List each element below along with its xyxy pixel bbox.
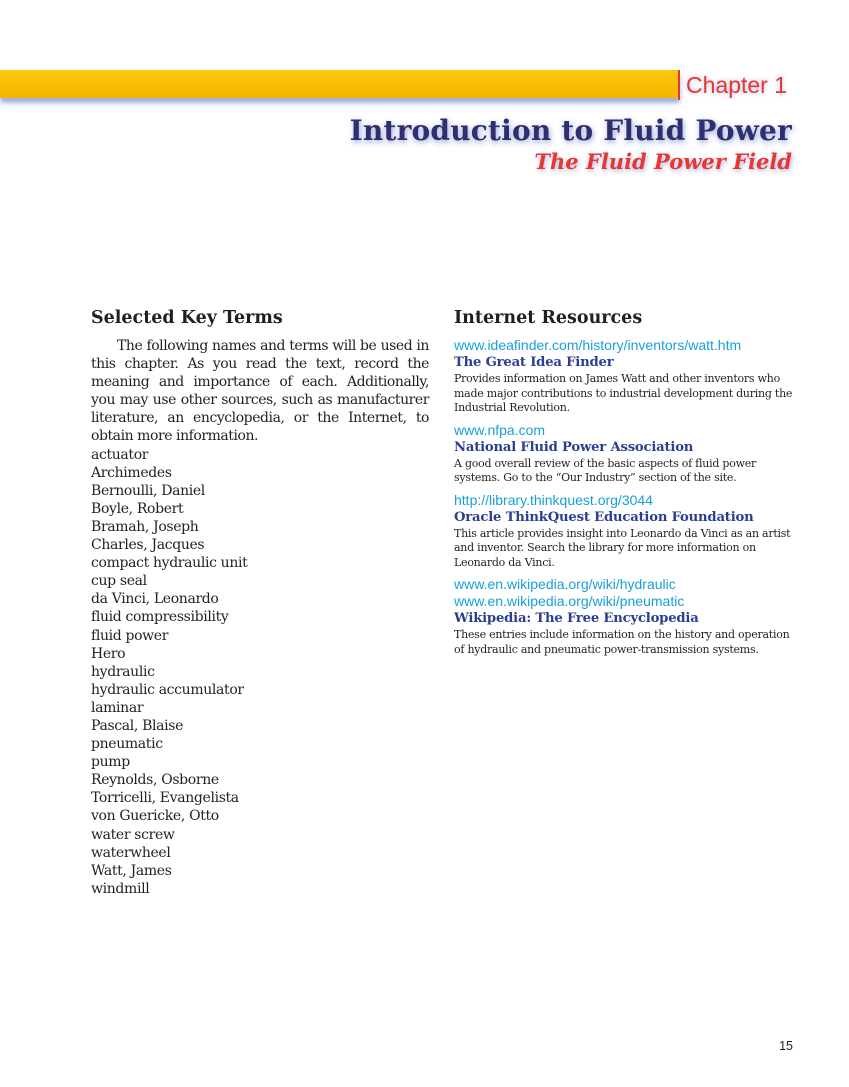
list-item: Torricelli, Evangelista — [91, 790, 239, 807]
list-item: Bernoulli, Daniel — [91, 482, 205, 499]
resource-name: Oracle ThinkQuest Education Foundation — [454, 509, 754, 525]
list-item: Archimedes — [91, 464, 172, 481]
list-item: Boyle, Robert — [91, 500, 184, 517]
list-item: Charles, Jacques — [91, 537, 205, 554]
resource-link[interactable]: http://library.thinkquest.org/3044 — [454, 491, 653, 508]
list-item: fluid power — [91, 627, 169, 644]
internet-resources-section — [454, 308, 794, 663]
key-terms-section — [91, 308, 429, 898]
resource-name: Wikipedia: The Free Encyclopedia — [454, 611, 699, 626]
list-item: laminar — [91, 699, 144, 716]
list-item: Watt, James — [91, 862, 172, 879]
list-item: actuator — [91, 446, 149, 463]
chapter-title: Introduction to Fluid Power — [349, 114, 792, 147]
resource-description: These entries include information on the history and operation of hydraulic and pneumatic power-transmission systems. — [454, 628, 790, 656]
page-number: 15 — [779, 1039, 793, 1053]
list-item: pump — [91, 754, 130, 771]
list-item: hydraulic accumulator — [91, 681, 244, 698]
list-item: water screw — [91, 826, 175, 843]
chapter-label: Chapter 1 — [678, 70, 787, 100]
chapter-subtitle: The Fluid Power Field — [534, 149, 792, 174]
resource-description: Provides information on James Watt and other inventors who made major contributions to industrial development during the Industrial Revolution. — [454, 372, 793, 414]
key-terms-list — [91, 446, 429, 898]
internet-resources-heading: Internet Resources — [454, 308, 643, 328]
chapter-banner-bar — [0, 70, 680, 98]
resource-link[interactable]: www.ideafinder.com/history/inventors/watt.htm — [454, 337, 742, 353]
list-item: Reynolds, Osborne — [91, 772, 219, 789]
list-item: fluid compressibility — [91, 609, 229, 626]
list-item: pneumatic — [91, 736, 163, 753]
resource-description: A good overall review of the basic aspects of fluid power systems. Go to the “Our Industry” section of the site. — [454, 456, 756, 484]
list-item: von Guericke, Otto — [91, 808, 219, 825]
list-item: waterwheel — [91, 844, 171, 861]
list-item: Bramah, Joseph — [91, 518, 199, 535]
resource-entry — [454, 492, 794, 571]
resource-link[interactable]: www.nfpa.com — [454, 421, 546, 438]
list-item: da Vinci, Leonardo — [91, 591, 219, 608]
list-item: hydraulic — [91, 663, 155, 680]
list-item: Hero — [91, 645, 126, 662]
resource-entry — [454, 576, 794, 657]
resource-description: This article provides insight into Leonardo da Vinci as an artist and inventor. Search the library for more information on Leonardo da Vinci. — [454, 526, 791, 569]
key-terms-intro: The following names and terms will be used in this chapter. As you read the text, record the meaning and importance of each. Additionally, you may use other sources, such as manufacturer literature, an encyclopedia, or the Internet, to obtain more information. — [91, 338, 429, 445]
key-terms-heading: Selected Key Terms — [91, 308, 283, 328]
list-item: compact hydraulic unit — [91, 555, 248, 572]
list-item: windmill — [91, 880, 150, 897]
resource-name: National Fluid Power Association — [454, 439, 694, 455]
list-item: cup seal — [91, 573, 147, 590]
resource-entry — [454, 422, 794, 486]
list-item: Pascal, Blaise — [91, 717, 184, 734]
resource-name: The Great Idea Finder — [454, 355, 614, 370]
resource-entry — [454, 337, 794, 416]
resource-link[interactable]: www.en.wikipedia.org/wiki/pneumatic — [454, 593, 685, 609]
resource-link[interactable]: www.en.wikipedia.org/wiki/hydraulic — [454, 576, 676, 592]
